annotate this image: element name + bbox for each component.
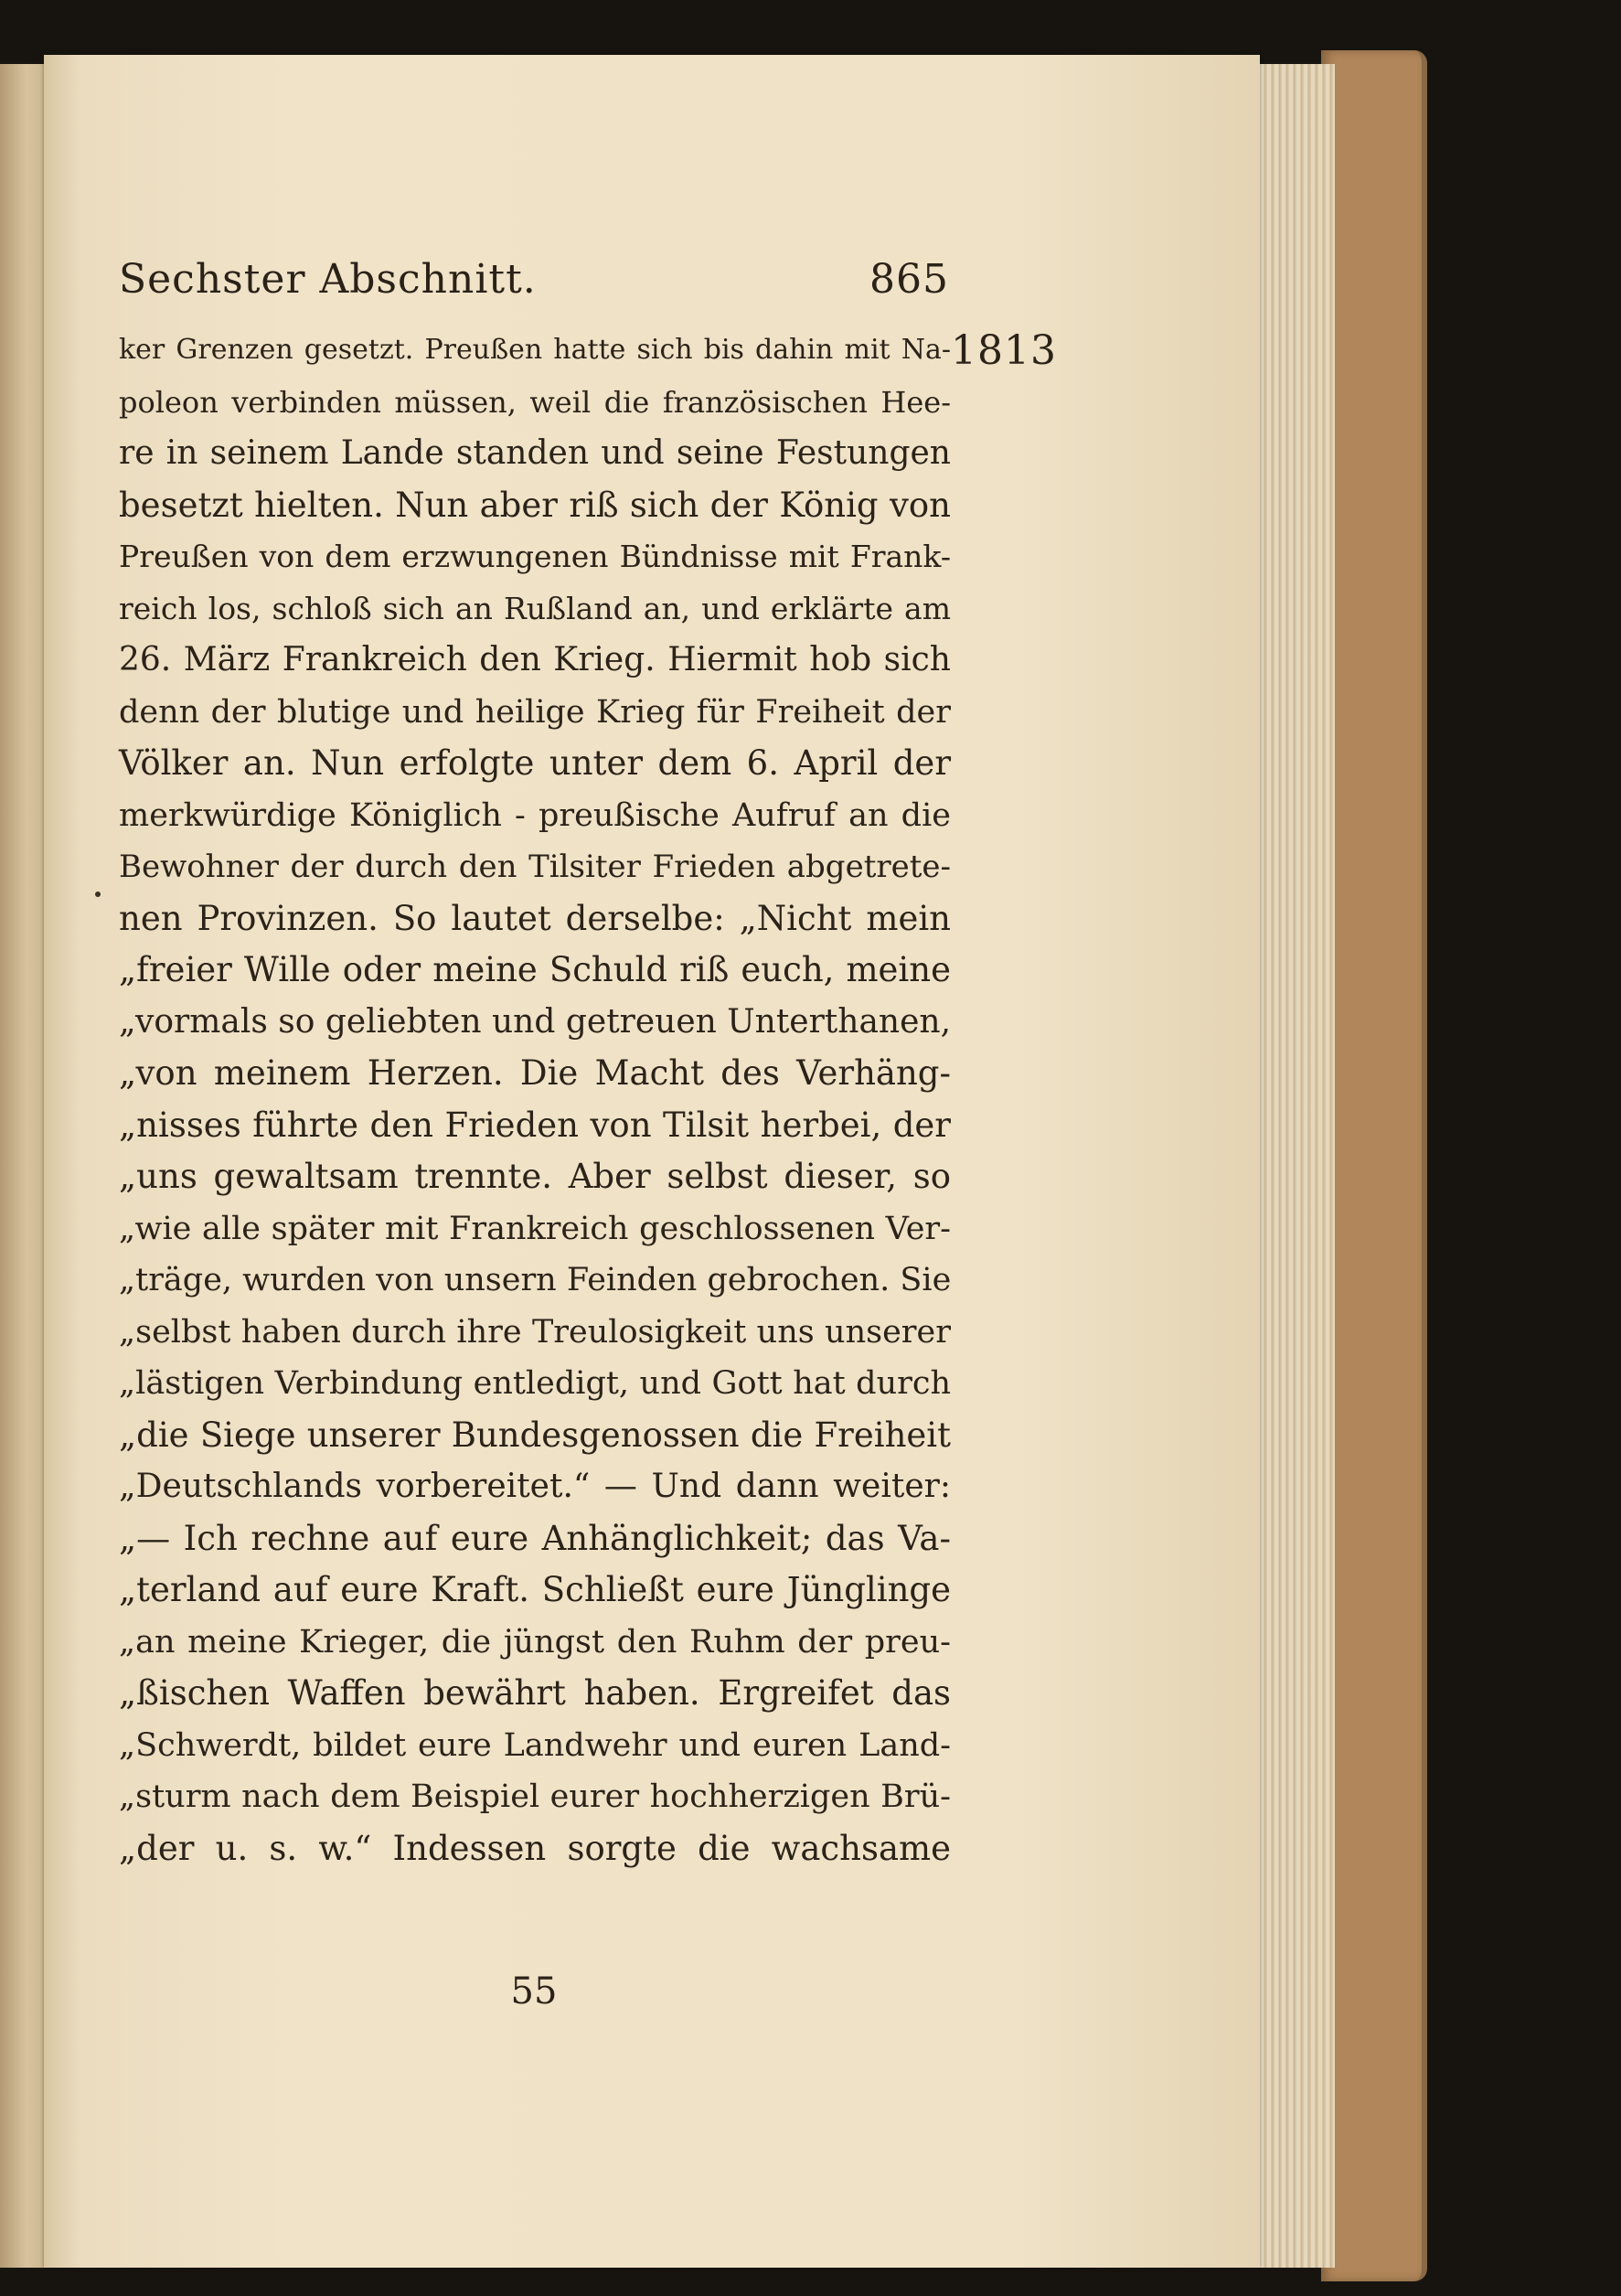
text-line: „der u. s. w.“ Indessen sorgte die wachsame bbox=[119, 1828, 951, 1868]
text-line: poleon verbinden müssen, weil die französischen Hee- bbox=[119, 384, 951, 420]
text-line: reich los, schloß sich an Rußland an, und erklärte am bbox=[119, 590, 951, 626]
text-line: 26. März Frankreich den Krieg. Hiermit hob sich bbox=[119, 641, 951, 678]
text-line: „uns gewaltsam trennte. Aber selbst dieser, so bbox=[119, 1157, 951, 1196]
text-line: „freier Wille oder meine Schuld riß euch, meine bbox=[119, 950, 951, 989]
text-line: re in seinem Lande standen und seine Festungen bbox=[119, 434, 951, 472]
text-line: „— Ich rechne auf eure Anhänglichkeit; das Va- bbox=[119, 1518, 951, 1558]
text-line: Preußen von dem erzwungenen Bündnisse mit Frank- bbox=[119, 539, 951, 574]
left-page-edge bbox=[0, 64, 44, 2268]
text-line: „nisses führte den Frieden von Tilsit herbei, der bbox=[119, 1105, 951, 1145]
text-line: „die Siege unserer Bundesgenossen die Freiheit bbox=[119, 1415, 951, 1455]
text-line: nen Provinzen. So lautet derselbe: „Nicht mein bbox=[119, 898, 951, 938]
margin-year-note: 1813 bbox=[951, 327, 1057, 374]
text-line: merkwürdige Königlich - preußische Aufruf an die bbox=[119, 796, 951, 834]
body-text bbox=[119, 325, 951, 1874]
text-line: Völker an. Nun erfolgte unter dem 6. April der bbox=[119, 743, 951, 783]
text-line: Bewohner der durch den Tilsiter Frieden abgetrete- bbox=[119, 849, 951, 885]
page-stack-edge bbox=[1253, 64, 1335, 2268]
margin-mark bbox=[95, 892, 101, 897]
text-line: ker Grenzen gesetzt. Preußen hatte sich bis dahin mit Na- bbox=[119, 334, 951, 366]
printer-signature: 55 bbox=[510, 1970, 558, 2013]
text-line: „träge, wurden von unsern Feinden gebrochen. Sie bbox=[119, 1262, 952, 1298]
text-line: „an meine Krieger, die jüngst den Ruhm der preu- bbox=[119, 1623, 951, 1661]
text-line: „ßischen Waffen bewährt haben. Ergreifet das bbox=[119, 1673, 951, 1713]
text-line: „von meinem Herzen. Die Macht des Verhäng- bbox=[119, 1053, 951, 1093]
page-number: 865 bbox=[869, 255, 949, 303]
text-line: „sturm nach dem Beispiel eurer hochherzigen Brü- bbox=[119, 1778, 951, 1815]
text-line: „Deutschlands vorbereitet.“ — Und dann weiter: bbox=[119, 1468, 951, 1505]
text-line: denn der blutige und heilige Krieg für Freiheit der bbox=[119, 693, 951, 731]
text-line: „wie alle später mit Frankreich geschlossenen Ver- bbox=[119, 1210, 951, 1247]
text-line: „selbst haben durch ihre Treulosigkeit uns unserer bbox=[119, 1313, 951, 1351]
text-line: „Schwerdt, bildet eure Landwehr und euren Land- bbox=[119, 1726, 951, 1764]
running-head: Sechster Abschnitt. bbox=[119, 255, 537, 303]
text-line: „lästigen Verbindung entledigt, und Gott hat durch bbox=[119, 1365, 951, 1402]
page-header bbox=[119, 247, 949, 311]
text-line: „vormals so geliebten und getreuen Unterthanen, bbox=[119, 1002, 952, 1041]
text-line: „terland auf eure Kraft. Schließt eure Jünglinge bbox=[119, 1570, 951, 1609]
book-cover bbox=[1321, 50, 1427, 2281]
text-line: besetzt hielten. Nun aber riß sich der König von bbox=[119, 485, 951, 525]
